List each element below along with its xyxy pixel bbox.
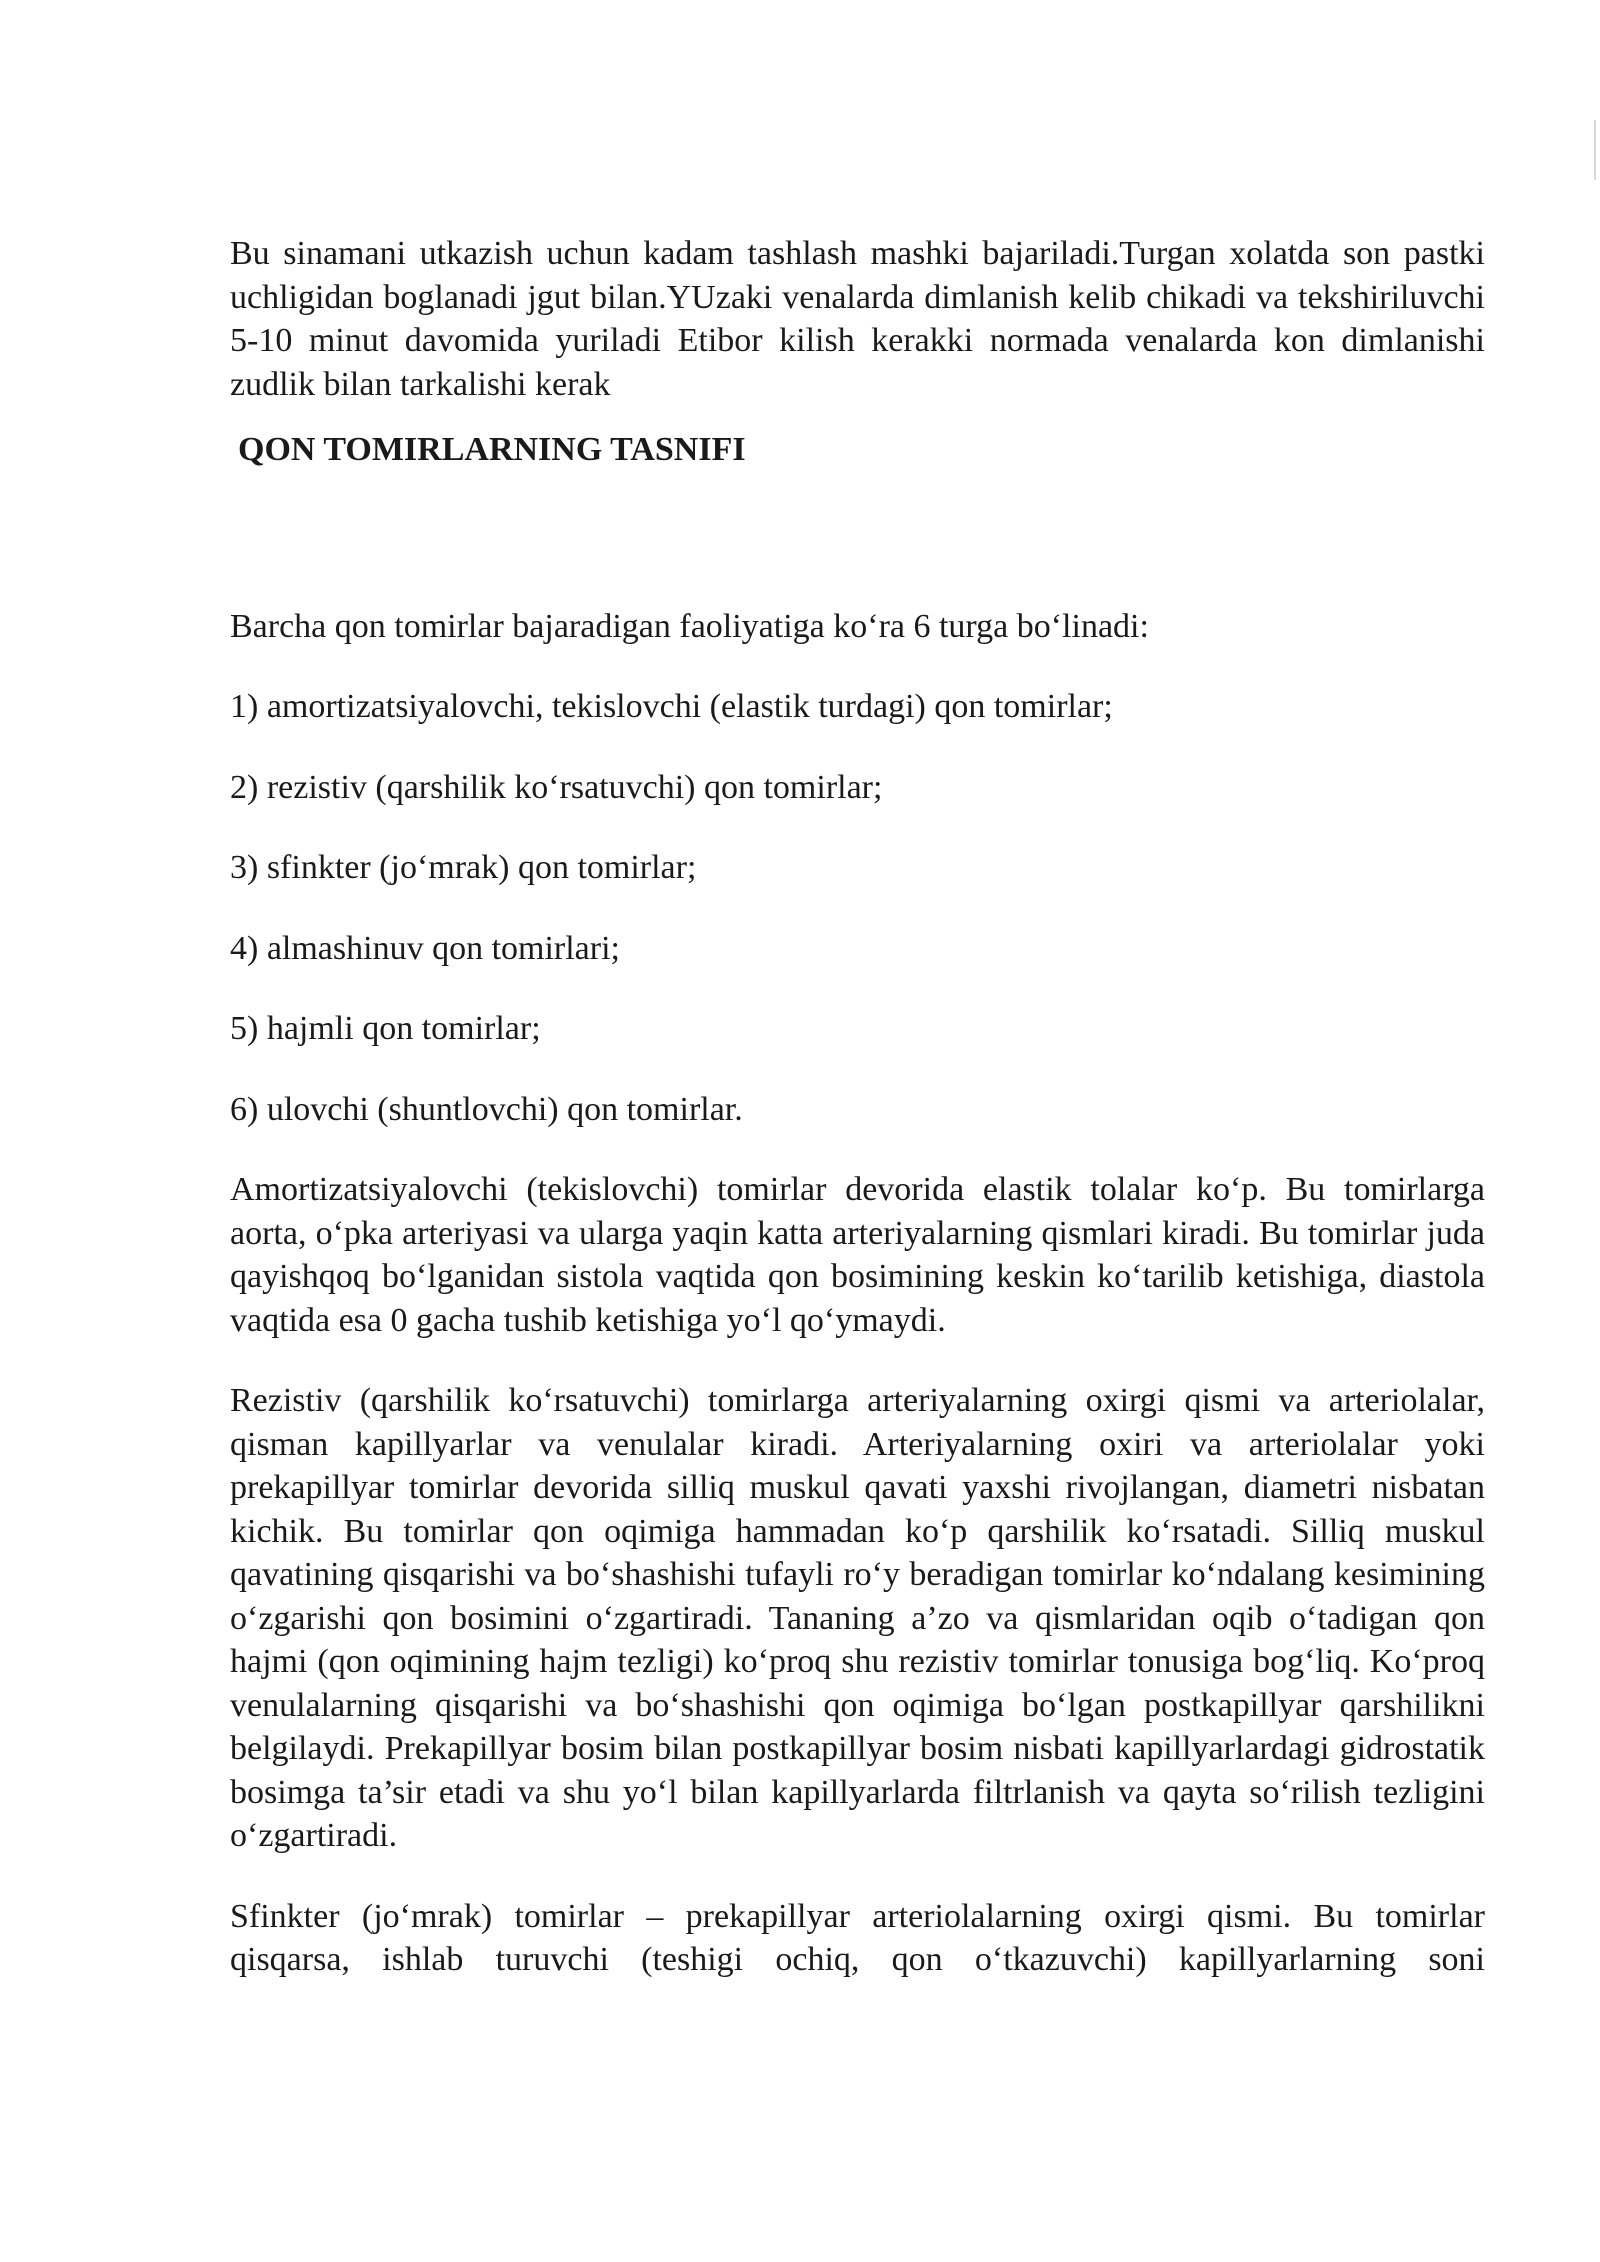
paragraph-amortization: Amortizatsiyalovchi (tekislovchi) tomirlar devorida elastik tolalar ko‘p. Bu tomirlarga aorta, o‘pka arteriyasi va ularga yaqin katta arteriyalarning qismlari kiradi. Bu tomirlar juda qayishqoq bo‘lganidan sistola vaqtida qon bosimining keskin ko‘tarilib ketishiga, diastola vaqtida esa 0 gacha tushib ketishiga yo‘l qo‘ymaydi. <box>230 1171 1485 1339</box>
paragraph-resistive: Rezistiv (qarshilik ko‘rsatuvchi) tomirlarga arteriyalarning oxirgi qismi va arteriolalar, qisman kapillyarlar va venulalar kiradi. Arteriyalarning oxiri va arteriolalar yoki prekapillyar tomirlar devorida silliq muskul qavati yaxshi rivojlangan, diametri nisbatan kichik. Bu tomirlar qon oqimiga hammadan ko‘p qarshilik ko‘rsatadi. Silliq muskul qavatining qisqarishi va bo‘shashishi tufayli ro‘y beradigan tomirlar ko‘ndalang kesimining o‘zgarishi qon bosimini o‘zgartiradi. Tananing a’zo va qismlaridan oqib o‘tadigan qon hajmi (qon oqimining hajm tezligi) ko‘proq shu rezistiv tomirlar tonusiga bog‘liq. Ko‘proq venulalarning qisqarishi va bo‘shashishi qon oqimiga bo‘lgan postkapillyar qarshilikni belgilaydi. Prekapillyar bosim bilan postkapillyar bosim nisbati kapillyarlardagi gidrostatik bosimga ta’sir etadi va shu yo‘l bilan kapillyarlarda filtrlanish va qayta so‘rilish tezligini o‘zgartiradi. <box>230 1382 1485 1854</box>
page-edge-mark <box>1594 120 1596 180</box>
list-item: 4) almashinuv qon tomirlari; <box>230 929 620 967</box>
list-intro: Barcha qon tomirlar bajaradigan faoliyatiga ko‘ra 6 turga bo‘linadi: <box>230 607 1149 645</box>
list-item: 1) amortizatsiyalovchi, tekislovchi (elastik turdagi) qon tomirlar; <box>230 688 1113 725</box>
section-heading: QON TOMIRLARNING TASNIFI <box>238 431 746 468</box>
list-item: 6) ulovchi (shuntlovchi) qon tomirlar. <box>230 1090 743 1128</box>
list-item: 3) sfinkter (jo‘mrak) qon tomirlar; <box>230 849 697 886</box>
document-body <box>230 232 1485 1982</box>
list-item: 2) rezistiv (qarshilik ko‘rsatuvchi) qon tomirlar; <box>230 768 883 806</box>
list-item: 5) hajmli qon tomirlar; <box>230 1010 541 1047</box>
intro-paragraph: Bu sinamani utkazish uchun kadam tashlash mashki bajariladi.Turgan xolatda son pastki uchligidan boglanadi jgut bilan.YUzaki venalarda dimlanish kelib chikadi va tekshiriluvchi 5-10 minut davomida yuriladi Etibor kilish kerakki normada venalarda kon dimlanishi zudlik bilan tarkalishi kerak <box>230 235 1485 403</box>
paragraph-sphincter: Sfinkter (jo‘mrak) tomirlar – prekapillyar arteriolalarning oxirgi qismi. Bu tomirlar qisqarsa, ishlab turuvchi (teshigi ochiq, qon o‘tkazuvchi) kapillyarlarning soni <box>230 1897 1485 1978</box>
